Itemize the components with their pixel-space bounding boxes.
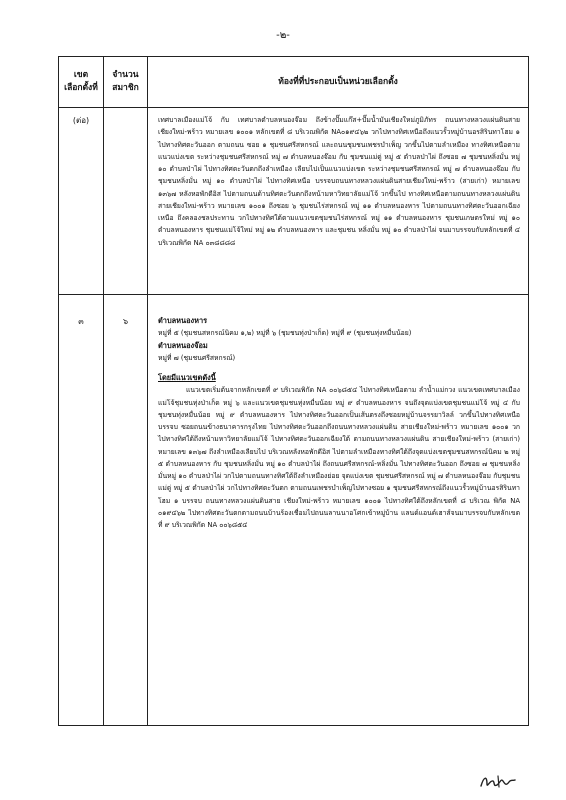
header-district-line1: เขต (73, 70, 89, 80)
electoral-districts-table (58, 56, 529, 726)
page-number: -๒- (276, 30, 290, 41)
header-district-line2: เลือกตั้งที่ (64, 83, 98, 93)
header-members-line1: จำนวน (112, 70, 139, 80)
handwritten-signature (478, 772, 518, 792)
row1-area-text: เทศบาลเมืองแม่โจ้ กับ เทศบาลตำบลหนองจ๊อม ถึงข้างปั๊มแก๊ส+ปั๊มน้ำมันเชียงใหม่ภูมิภัทร ถนนทางหลวงแผ่นดินสาย เชียงใหม่-พร้าว หมายเลข ๑๐๐๑ หลักเขตที่ ๘ บริเวณพิกัด NA๐๑๙๔๖๒ วกไปทางทิศเหนือถึงแนวรั้วหมู่บ้านอรสิรินทาโฮม ๑ ไปทางทิศตะวันออก ตามถนน ซอย ๑ ชุมชนศรีสหกรณ์ และถนนชุมชนเพชรบำเพ็ญ วกขึ้นไปตามลำเหมือง ทางทิศเหนือตามแนวแบ่งเขต ระหว่างชุมชนศรีสหกรณ์ หมู่ ๗ ตำบลหนองจ๊อม กับ ชุมชนแม่ดู่ หมู่ ๕ ตำบลป่าไผ่ ถึงซอย ๗ ชุมชนหลิ่งมั่น หมู่ ๑๐ ตำบลป่าไผ่ ไปทางทิศตะวันตกถึงลำเหมือง เลียบไปเป็นแนวแบ่งเขต ระหว่างชุมชนศรีสหกรณ์ หมู่ ๗ ตำบลหนองจ๊อม กับชุมชนหลิ่งมั่น หมู่ ๑๐ ตำบลป่าไผ่ ไปทางทิศเหนือ บรรจบถนนทางหลวงแผ่นดินสายเชียงใหม่-พร้าว (สายเก่า) หมายเลข ๑๓๖๗ หลังหอพักดีอิส ไปตามถนนด้านทิศตะวันตกถึงหน้ามหาวิทยาลัยแม่โจ้ วกขึ้นไป ทางทิศเหนือตามถนนทางหลวงแผ่นดิน สายเชียงใหม่-พร้าว หมายเลข ๑๐๐๑ ถึงซอย ๖ ชุมชนไร่สหกรณ์ หมู่ ๑๑ ตำบลหนองหาร ไปตามถนนทางทิศตะวันออกเฉียงเหนือ ถึงคลองชลประทาน วกไปทางทิศใต้ตามแนวเขตชุมชนไร่สหกรณ์ หมู่ ๑๑ ตำบลหนองหาร ชุมชนเกษตรใหม่ หมู่ ๑๐ ตำบลหนองหาร ชุมชนแม่โจ้ใหม่ หมู่ ๑๒ ตำบลหนองหาร และชุมชน หลิ่งมั่น หมู่ ๑๐ ตำบลป่าไผ่ จนมาบรรจบกับหลักเขตที่ ๔ บริเวณพิกัด NA ๐๓๘๘๘๘ (158, 116, 520, 247)
row2-district: ๓ (59, 295, 104, 726)
header-members-line2: สมาชิก (112, 83, 139, 93)
row1-district: (ต่อ) (59, 108, 104, 295)
subdistrict1-villages: หมู่ที่ ๕ (ชุมชนสหกรณ์นิคม ๑,๒) หมู่ที่ ๖ (ชุมชนทุ่งป่าเก็ด) หมู่ที่ ๙ (ชุมชนทุ่งหมื่นน้อย) (158, 329, 412, 338)
row1-members (104, 108, 148, 295)
subdistrict1-name: ตำบลหนองหาร (158, 316, 208, 325)
row2-areas (148, 295, 529, 726)
header-areas: ท้องที่ที่ประกอบเป็นหน่วยเลือกตั้ง (148, 57, 529, 108)
table-header-row (59, 57, 529, 108)
table-row (59, 108, 529, 295)
subdistrict2-villages: หมู่ที่ ๗ (ชุมชนศรีสหกรณ์) (158, 353, 236, 362)
table-row (59, 295, 529, 726)
boundary-heading: โดยมีแนวเขตดังนี้ (158, 373, 216, 382)
row2-members: ๖ (104, 295, 148, 726)
subdistrict2-name: ตำบลหนองจ๊อม (158, 340, 208, 350)
row1-areas (148, 108, 529, 295)
header-district (59, 57, 104, 108)
boundary-text: แนวเขตเริ่มต้นจากหลักเขตที่ ๙ บริเวณพิกัด NA ๐๐๖๘๕๔ ไปทางทิศเหนือตาม ลำน้ำแม่กวง แนวเขตเทศบาลเมืองแม่โจ้ชุมชนทุ่งป่าเก็ด หมู่ ๖ และแนวเขตชุมชนทุ่งหมื่นน้อย หมู่ ๙ ตำบลหนองหาร จนถึงจุดแบ่งเขตชุมชนแม่โจ้ หมู่ ๔ กับชุมชนทุ่งหมื่นน้อย หมู่ ๙ ตำบลหนองหาร ไปทางทิศตะวันออกเป็นเส้นตรงถึงซอยหมู่บ้านจรรยาวิลล์ วกขึ้นไปทางทิศเหนือบรรจบ ซอยถนนข้างธนาคารกรุงไทย ไปทางทิศตะวันออกถึงถนนทางหลวงแผ่นดิน สายเชียงใหม่-พร้าว หมายเลข ๑๐๐๑ วกไปทางทิศใต้ถึงหน้ามหาวิทยาลัยแม่โจ้ ไปทางทิศตะวันออกเฉียงใต้ ตามถนนทางหลวงแผ่นดิน สายเชียงใหม่-พร้าว (สายเก่า) หมายเลข ๑๓๖๗ ถึงลำเหมืองเลียบไป บริเวณหลังหอพักดีอิส ไปตามลำเหมืองทางทิศใต้ถึงจุดแบ่งเขตชุมชนสหกรณ์นิคม ๒ หมู่ ๕ ตำบลหนองหาร กับ ชุมชนหลิ่งมั่น หมู่ ๑๐ ตำบลป่าไผ่ ถึงถนนศรีสหกรณ์-หลิ่งมั่น ไปทางทิศตะวันออก ถึงซอย ๗ ชุมชนหลิ่งมั่นหมู่ ๑๐ ตำบลป่าไผ่ วกไปตามถนนทางทิศใต้ถึงลำเหมืองย่อย จุดแบ่งเขต ชุมชนศรีสหกรณ์ หมู่ ๗ ตำบลหนองจ๊อม กับชุมชนแม่ดู่ หมู่ ๕ ตำบลป่าไผ่ วกไปทางทิศตะวันตก ตามถนนเพชรบำเพ็ญไปทางซอย ๑ ชุมชนศรีสหกรณ์ถึงแนวรั้วหมู่บ้านอรสิรินทาโฮม ๑ บรรจบ ถนนทางหลวงแผ่นดินสาย เชียงใหม่-พร้าว หมายเลข ๑๐๐๑ ไปทางทิศใต้ถึงหลักเขตที่ ๘ บริเวณ พิกัด NA ๐๑๙๔๖๒ ไปทางทิศตะวันตกตามถนนบ้านร้องเชื่อมไปถนนลานนาอโศกเข้าหมู่บ้าน แลนด์แอนด์เฮาส์จนมาบรรจบกับหลักเขตที่ ๙ บริเวณพิกัด NA ๐๐๖๘๕๔ (158, 386, 520, 529)
header-members (104, 57, 148, 108)
